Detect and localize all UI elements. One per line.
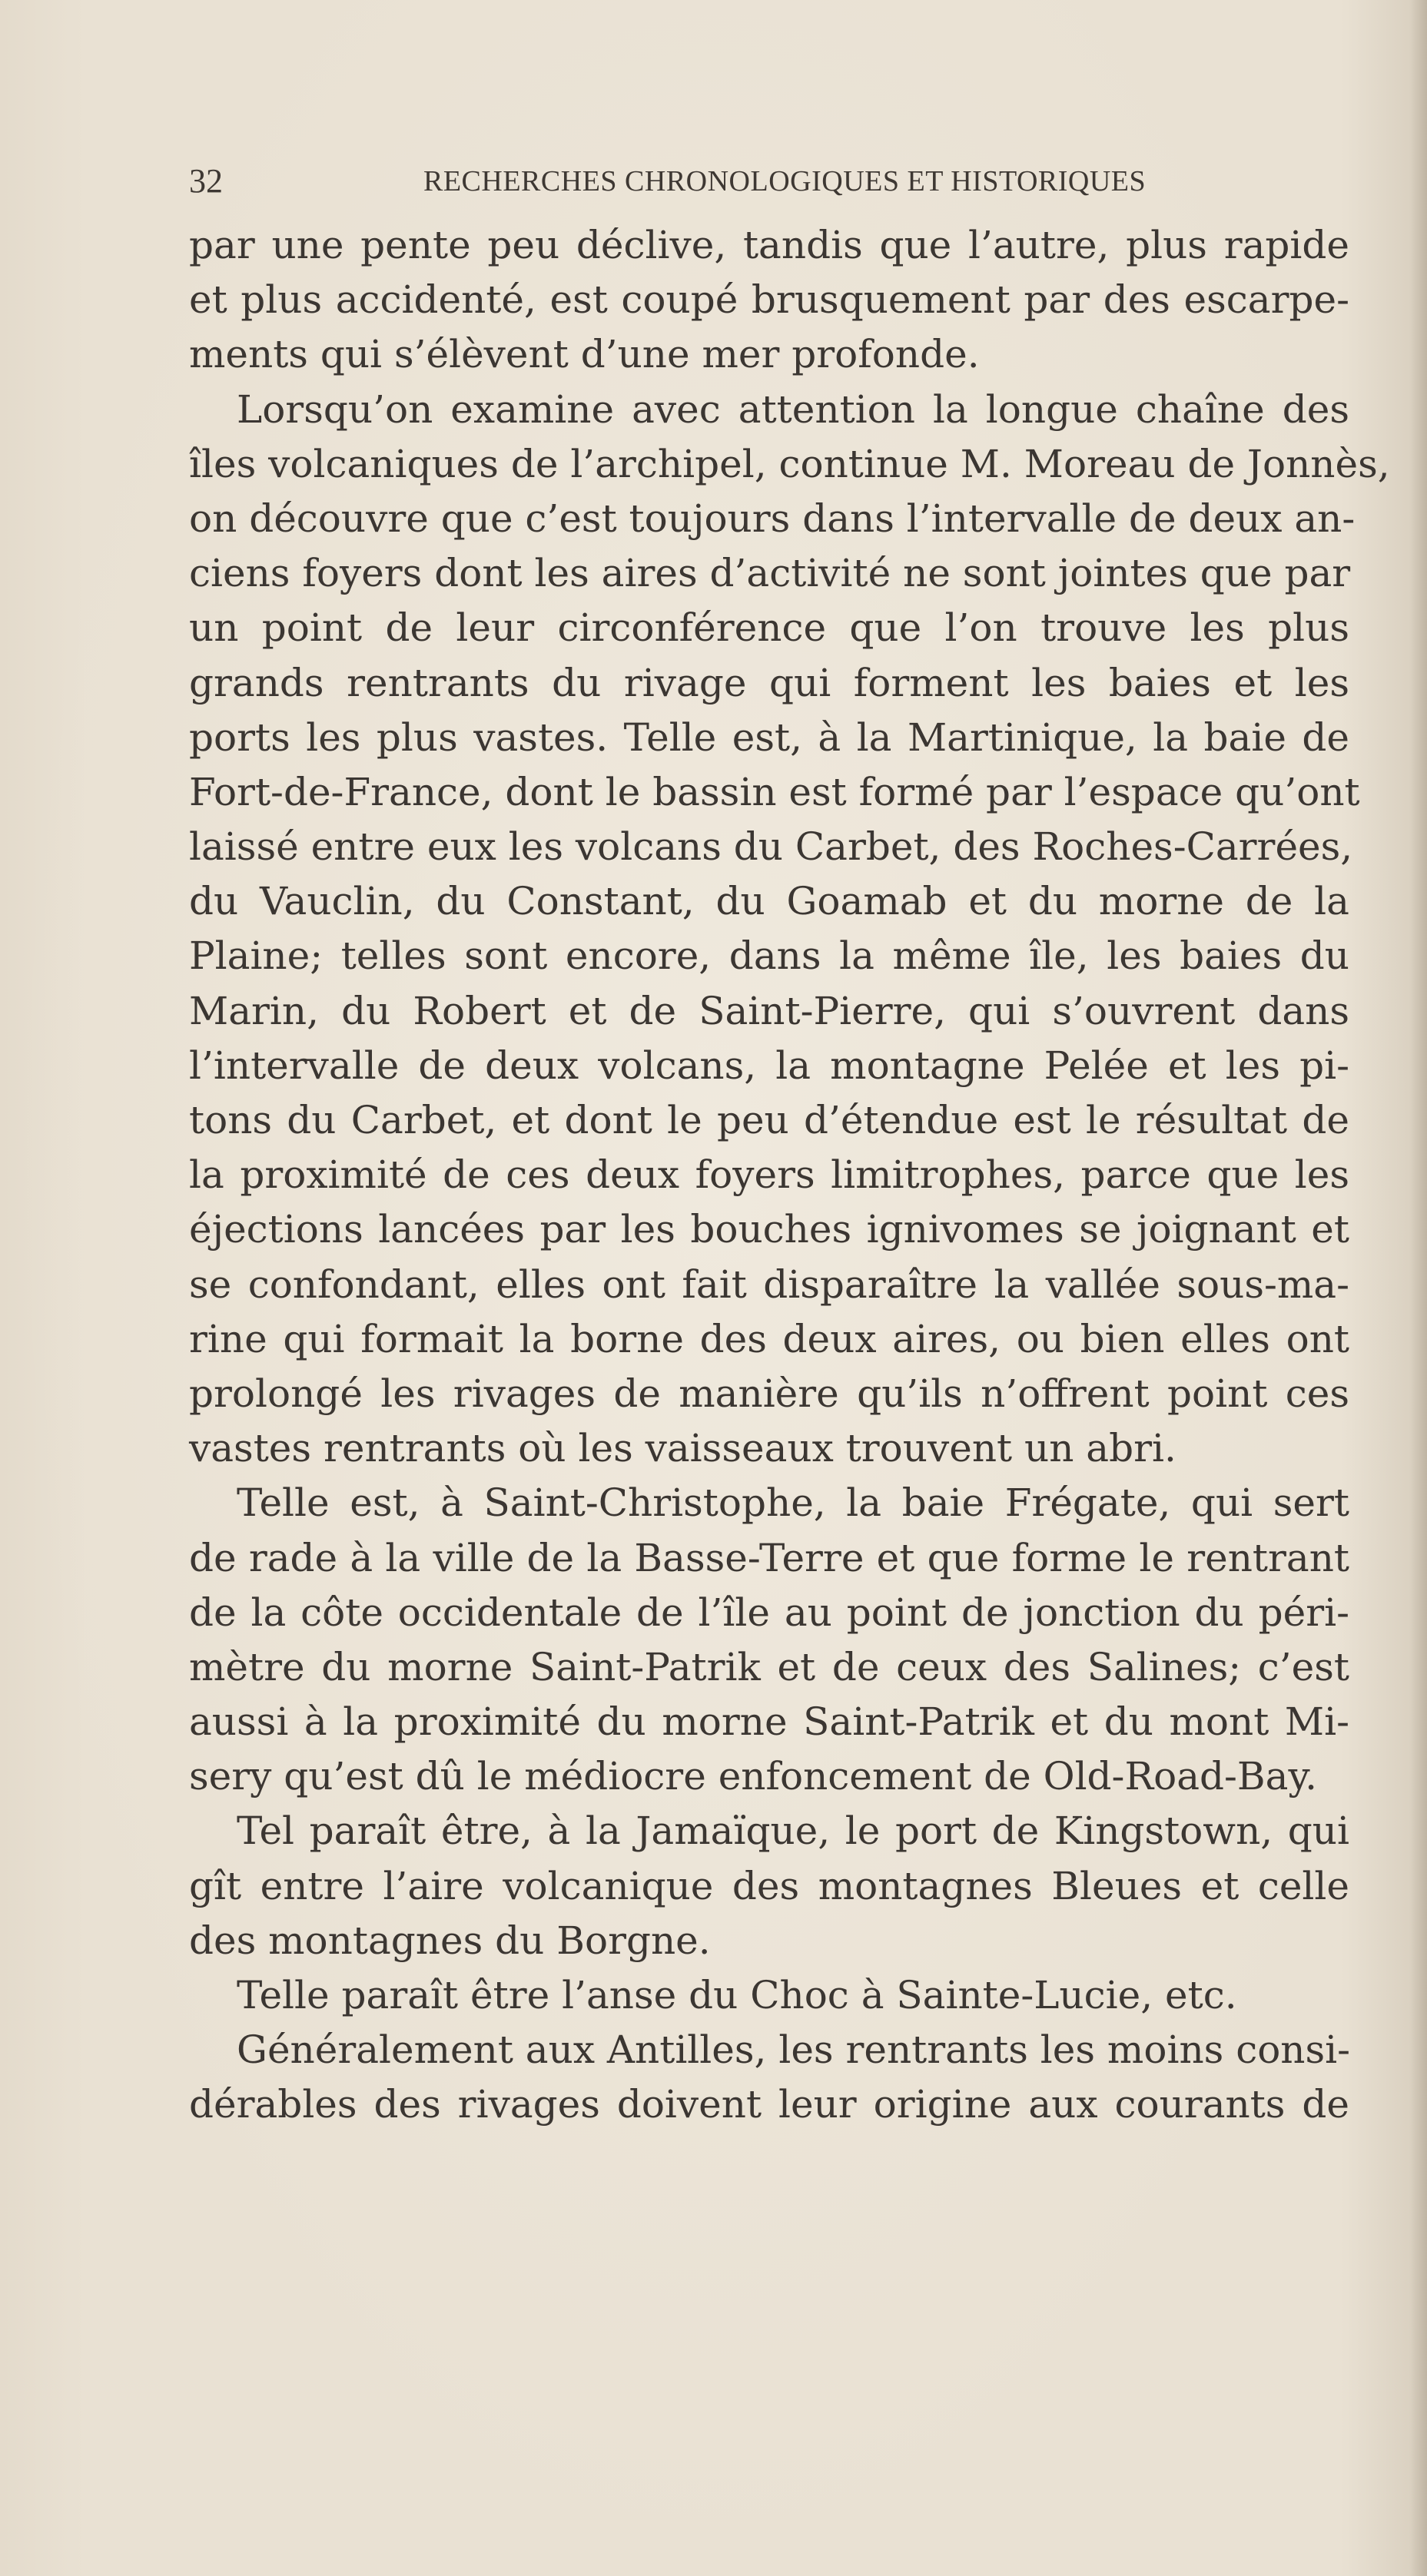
- text-line: dérables des rivages doivent leur origine aux courants de: [189, 2082, 1349, 2127]
- text-line: Telle paraît être l’anse du Choc à Sainte-Lucie, etc.: [237, 1973, 1237, 2017]
- text-line: du Vauclin, du Constant, du Goamab et du morne de la: [189, 879, 1349, 924]
- text-line: sery qu’est dû le médiocre enfoncement de Old-Road-Bay.: [189, 1754, 1317, 1799]
- text-line: mètre du morne Saint-Patrik et de ceux des Salines; c’est: [189, 1644, 1349, 1689]
- text-line: grands rentrants du rivage qui forment les baies et les: [189, 660, 1349, 705]
- text-line: gît entre l’aire volcanique des montagnes Bleues et celle: [189, 1863, 1349, 1908]
- text-line: aussi à la proximité du morne Saint-Patrik et du mont Mi-: [189, 1699, 1349, 1745]
- text-line: de rade à la ville de la Basse-Terre et que forme le rentrant: [189, 1535, 1349, 1580]
- text-line: Telle est, à Saint-Christophe, la baie Frégate, qui sert: [237, 1480, 1349, 1526]
- text-line: de la côte occidentale de l’île au point de jonction du péri-: [189, 1590, 1349, 1635]
- text-line: ports les plus vastes. Telle est, à la Martinique, la baie de: [189, 714, 1349, 760]
- running-title: RECHERCHES CHRONOLOGIQUES ET HISTORIQUES: [423, 165, 1147, 197]
- text-line: tons du Carbet, et dont le peu d’étendue est le résultat de: [189, 1098, 1349, 1142]
- page-edge-shadow: [1410, 0, 1427, 2576]
- text-line: la proximité de ces deux foyers limitrophes, parce que les: [189, 1152, 1349, 1198]
- text-line: par une pente peu déclive, tandis que l’autre, plus rapide: [189, 223, 1349, 267]
- text-line: ments qui s’élèvent d’une mer profonde.: [189, 332, 980, 377]
- text-line: rine qui formait la borne des deux aires, ou bien elles ont: [189, 1316, 1349, 1361]
- text-line: se confondant, elles ont fait disparaître la vallée sous-ma-: [189, 1261, 1349, 1307]
- text-line: Lorsqu’on examine avec attention la longue chaîne des: [237, 386, 1349, 432]
- text-line: éjections lancées par les bouches ignivomes se joignant et: [189, 1207, 1349, 1252]
- text-line: un point de leur circonférence que l’on trouve les plus: [189, 605, 1349, 651]
- text-line: on découvre que c’est toujours dans l’intervalle de deux an-: [189, 496, 1356, 541]
- page-number: 32: [189, 162, 223, 200]
- text-line: Plaine; telles sont encore, dans la même île, les baies du: [189, 933, 1349, 979]
- body-text: [189, 218, 1390, 2133]
- text-line: Fort-de-France, dont le bassin est formé par l’espace qu’ont: [189, 769, 1360, 814]
- text-line: Marin, du Robert et de Saint-Pierre, qui s’ouvrent dans: [189, 988, 1349, 1033]
- text-line: vastes rentrants où les vaisseaux trouvent un abri.: [189, 1426, 1176, 1471]
- text-line: l’intervalle de deux volcans, la montagne Pelée et les pi-: [189, 1043, 1349, 1088]
- text-line: des montagnes du Borgne.: [189, 1918, 711, 1963]
- text-line: îles volcaniques de l’archipel, continue M. Moreau de Jonnès,: [189, 441, 1390, 486]
- text-line: Généralement aux Antilles, les rentrants les moins consi-: [237, 2027, 1351, 2073]
- text-line: Tel paraît être, à la Jamaïque, le port de Kingstown, qui: [237, 1809, 1349, 1854]
- text-line: prolongé les rivages de manière qu’ils n’offrent point ces: [189, 1371, 1349, 1416]
- text-line: ciens foyers dont les aires d’activité ne sont jointes que par: [189, 551, 1351, 596]
- running-head: [189, 158, 1352, 204]
- text-line: laissé entre eux les volcans du Carbet, des Roches-Carrées,: [189, 824, 1353, 870]
- text-line: et plus accidenté, est coupé brusquement par des escarpe-: [189, 277, 1349, 323]
